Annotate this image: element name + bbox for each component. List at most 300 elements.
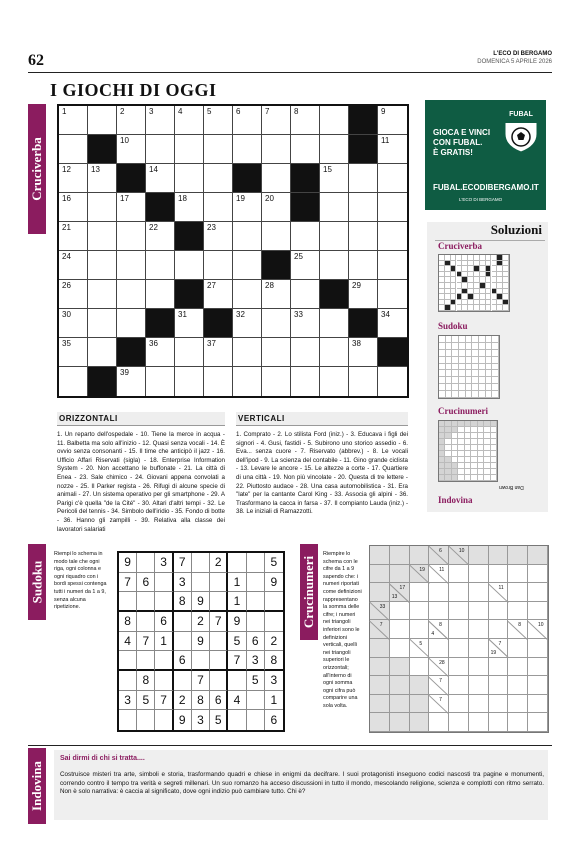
sudoku-cell: 1	[228, 573, 246, 593]
sudoku-cell[interactable]	[210, 651, 228, 671]
sudoku-cell[interactable]	[210, 632, 228, 652]
crossword-clue-number: 37	[207, 339, 216, 348]
crossword-cell[interactable]	[117, 309, 146, 338]
crucinumeri-sum-label: 17	[399, 585, 406, 592]
crossword-cell[interactable]	[378, 280, 407, 309]
solution-sudoku-cell	[492, 391, 499, 398]
sudoku-cell[interactable]	[155, 651, 173, 671]
crossword-cell[interactable]	[320, 251, 349, 280]
crucinumeri-cell[interactable]	[449, 676, 469, 695]
crossword-cell[interactable]	[349, 251, 378, 280]
sudoku-cell[interactable]	[247, 573, 265, 593]
sudoku-cell: 3	[247, 651, 265, 671]
sudoku-cell: 6	[137, 573, 155, 593]
crucinumeri-cell[interactable]	[449, 583, 469, 602]
crossword-cell[interactable]	[262, 222, 291, 251]
crossword-cell[interactable]	[262, 367, 291, 396]
sudoku-cell: 1	[155, 632, 173, 652]
crossword-cell[interactable]	[378, 135, 407, 164]
crossword-cell[interactable]	[88, 309, 117, 338]
crossword-cell[interactable]	[320, 367, 349, 396]
crossword-cell[interactable]	[146, 222, 175, 251]
crossword-cell[interactable]	[233, 135, 262, 164]
sudoku-cell[interactable]	[155, 671, 173, 691]
solution-sudoku-cell	[486, 370, 493, 377]
crossword-cell[interactable]	[59, 280, 88, 309]
solution-sudoku-cell	[446, 377, 453, 384]
crossword-cell[interactable]	[378, 251, 407, 280]
crucinumeri-cell[interactable]	[429, 583, 449, 602]
crucinumeri-cell[interactable]	[469, 639, 489, 658]
crossword-clue-number: 14	[149, 165, 158, 174]
crossword-clue-number: 36	[149, 339, 158, 348]
crossword-cell[interactable]	[59, 164, 88, 193]
crossword-cell[interactable]	[204, 280, 233, 309]
sudoku-cell[interactable]	[192, 553, 210, 573]
solution-sudoku-cell	[486, 343, 493, 350]
crucinumeri-block	[410, 713, 430, 732]
crucinumeri-cell[interactable]	[469, 713, 489, 732]
crossword-cell[interactable]	[146, 338, 175, 367]
crossword-cell[interactable]	[262, 135, 291, 164]
crucinumeri-cell[interactable]	[469, 583, 489, 602]
crossword-cell[interactable]	[291, 338, 320, 367]
crucinumeri-block	[370, 695, 390, 714]
crucinumeri-cell[interactable]	[489, 602, 509, 621]
crossword-block	[320, 280, 349, 309]
crossword-cell[interactable]	[233, 251, 262, 280]
sudoku-cell[interactable]	[155, 710, 173, 730]
crucinumeri-block	[390, 546, 410, 565]
solution-sudoku-cell	[479, 343, 486, 350]
crossword-cell[interactable]	[204, 164, 233, 193]
crossword-cell[interactable]	[233, 193, 262, 222]
solutions-panel	[427, 222, 548, 512]
sudoku-cell[interactable]	[137, 553, 155, 573]
solution-sudoku-cell	[486, 391, 493, 398]
sudoku-cell[interactable]	[137, 651, 155, 671]
solution-sudoku-cell	[466, 343, 473, 350]
crucinumeri-block	[410, 676, 430, 695]
crossword-cell[interactable]	[117, 367, 146, 396]
sudoku-cell[interactable]	[192, 651, 210, 671]
sudoku-cell[interactable]	[192, 573, 210, 593]
crossword-cell[interactable]	[175, 193, 204, 222]
crossword-cell[interactable]	[175, 106, 204, 135]
solution-sudoku-cell	[439, 391, 446, 398]
crossword-cell[interactable]	[262, 338, 291, 367]
crossword-cell[interactable]	[378, 367, 407, 396]
crucinumeri-cell[interactable]	[508, 639, 528, 658]
crossword-clue-number: 3	[149, 107, 154, 116]
sudoku-cell[interactable]	[265, 592, 283, 612]
solution-sudoku-mini	[438, 335, 500, 399]
publication-header	[477, 50, 552, 66]
crucinumeri-block	[390, 713, 410, 732]
crossword-block	[88, 135, 117, 164]
sudoku-cell[interactable]	[228, 710, 246, 730]
solution-sudoku-cell	[479, 336, 486, 343]
solution-sudoku-cell	[492, 357, 499, 364]
solution-sudoku-cell	[446, 391, 453, 398]
sudoku-cell[interactable]	[247, 612, 265, 632]
crucinumeri-instructions: Riempire lo schema con le cifre da 1 a 9 sapendo che: i numeri riportati come definizioni rappresentano la somma delle cifre; i numeri nei triangoli inferiori sono le definizioni verticali, quelli nei triangoli superiori le orizzontali; all'interno di ogni somma ogni cifra può comparire una sola volta.	[323, 551, 362, 709]
crucinumeri-cell[interactable]	[410, 658, 430, 677]
crossword-cell[interactable]	[88, 280, 117, 309]
crossword-cell[interactable]	[88, 164, 117, 193]
crossword-cell[interactable]	[117, 280, 146, 309]
sudoku-cell[interactable]	[137, 710, 155, 730]
across-clues	[57, 412, 225, 534]
header-rule	[28, 72, 552, 73]
crucinumeri-block	[469, 546, 489, 565]
crossword-cell[interactable]	[262, 106, 291, 135]
crossword-cell[interactable]	[378, 193, 407, 222]
page-number: 62	[28, 52, 44, 69]
crossword-cell[interactable]	[146, 106, 175, 135]
crucinumeri-cell[interactable]	[449, 620, 469, 639]
crossword-cell[interactable]	[204, 251, 233, 280]
crossword-clue-number: 13	[91, 165, 100, 174]
sudoku-cell[interactable]	[210, 573, 228, 593]
sudoku-cell[interactable]	[174, 612, 192, 632]
crucinumeri-block	[370, 565, 390, 584]
crucinumeri-cell[interactable]	[489, 565, 509, 584]
crossword-cell[interactable]	[349, 222, 378, 251]
crossword-cell[interactable]	[175, 367, 204, 396]
crossword-cell[interactable]	[349, 367, 378, 396]
crossword-cell[interactable]	[204, 367, 233, 396]
crucinumeri-cell[interactable]	[469, 695, 489, 714]
sudoku-cell: 1	[228, 592, 246, 612]
crossword-cell[interactable]	[59, 338, 88, 367]
solution-sudoku-cell	[479, 384, 486, 391]
solution-sudoku-cell	[472, 343, 479, 350]
crossword-cell[interactable]	[204, 222, 233, 251]
solution-sudoku-cell	[446, 384, 453, 391]
crucinumeri-cell[interactable]	[528, 713, 548, 732]
crucinumeri-cell[interactable]	[429, 602, 449, 621]
crucinumeri-cell[interactable]	[449, 658, 469, 677]
crucinumeri-cell[interactable]	[528, 583, 548, 602]
crossword-cell[interactable]	[378, 309, 407, 338]
crucinumeri-cell[interactable]	[390, 639, 410, 658]
crucinumeri-cell[interactable]	[469, 565, 489, 584]
crucinumeri-sum-label: 10	[458, 548, 465, 554]
solution-sudoku-cell	[472, 384, 479, 391]
solution-sudoku-cell	[459, 384, 466, 391]
crucinumeri-cell[interactable]	[508, 565, 528, 584]
crossword-clue-number: 27	[207, 281, 216, 290]
sudoku-cell: 8	[137, 671, 155, 691]
crossword-cell[interactable]	[262, 193, 291, 222]
crossword-cell[interactable]	[291, 367, 320, 396]
advert-slogan: GIOCA E VINCI CON FUBAL. È GRATIS!	[433, 128, 491, 157]
crossword-cell[interactable]	[320, 309, 349, 338]
crucinumeri-sum-label: 7	[498, 641, 502, 647]
sudoku-cell[interactable]	[119, 671, 137, 691]
crossword-cell[interactable]	[117, 222, 146, 251]
indovina-rule	[28, 745, 552, 746]
crossword-clue-number: 24	[62, 252, 71, 261]
sudoku-cell: 2	[192, 612, 210, 632]
sudoku-cell[interactable]	[119, 592, 137, 612]
crossword-block	[378, 338, 407, 367]
crucinumeri-cell[interactable]	[528, 602, 548, 621]
crossword-cell[interactable]	[233, 222, 262, 251]
crucinumeri-sum-label: 7	[439, 696, 442, 703]
solution-sudoku-cell	[486, 350, 493, 357]
crucinumeri-cell[interactable]	[410, 583, 430, 602]
solution-sudoku-cell	[492, 343, 499, 350]
crossword-cell[interactable]	[262, 309, 291, 338]
crucinumeri-cell[interactable]	[528, 676, 548, 695]
solution-sudoku-cell	[486, 364, 493, 371]
solution-sudoku-cell	[452, 350, 459, 357]
solution-sudoku-cell	[492, 384, 499, 391]
crossword-cell[interactable]	[88, 193, 117, 222]
sudoku-cell[interactable]	[247, 553, 265, 573]
sudoku-cell: 9	[265, 573, 283, 593]
crossword-cell[interactable]	[349, 338, 378, 367]
crossword-cell[interactable]	[233, 367, 262, 396]
crucinumeri-cell[interactable]	[489, 713, 509, 732]
crucinumeri-cell[interactable]	[390, 602, 410, 621]
crossword-cell[interactable]	[175, 338, 204, 367]
sudoku-cell[interactable]	[155, 592, 173, 612]
crossword-cell[interactable]	[117, 251, 146, 280]
crossword-cell[interactable]	[320, 193, 349, 222]
crossword-cell[interactable]	[291, 280, 320, 309]
crucinumeri-cell[interactable]	[449, 565, 469, 584]
sudoku-cell[interactable]	[119, 710, 137, 730]
crucinumeri-cell[interactable]	[469, 602, 489, 621]
crossword-cell[interactable]	[146, 280, 175, 309]
publication-name: L'ECO DI BERGAMO	[493, 51, 552, 57]
crossword-cell[interactable]	[262, 164, 291, 193]
sudoku-cell[interactable]	[247, 691, 265, 711]
crucinumeri-cell[interactable]	[508, 713, 528, 732]
crossword-cell[interactable]	[262, 280, 291, 309]
sudoku-cell[interactable]	[265, 612, 283, 632]
sudoku-cell[interactable]	[210, 671, 228, 691]
crucinumeri-cell[interactable]	[508, 695, 528, 714]
crucinumeri-block	[528, 546, 548, 565]
crossword-cell[interactable]	[291, 251, 320, 280]
sudoku-cell[interactable]	[247, 592, 265, 612]
crucinumeri-cell[interactable]	[508, 583, 528, 602]
crossword-clue-number: 1	[62, 107, 67, 116]
crossword-cell[interactable]	[233, 338, 262, 367]
crossword-cell[interactable]	[59, 222, 88, 251]
crucinumeri-cell[interactable]	[528, 639, 548, 658]
crossword-clue-number: 12	[62, 165, 71, 174]
crossword-cell[interactable]	[146, 135, 175, 164]
crossword-cell[interactable]	[88, 338, 117, 367]
down-clues	[236, 412, 408, 517]
crossword-cell[interactable]	[233, 280, 262, 309]
sudoku-cell[interactable]	[137, 592, 155, 612]
crossword-clue-number: 6	[236, 107, 241, 116]
sudoku-cell[interactable]	[174, 632, 192, 652]
sudoku-cell: 6	[247, 632, 265, 652]
crucinumeri-cell[interactable]	[449, 695, 469, 714]
crossword-clue-number: 20	[265, 194, 274, 203]
crucinumeri-sum-label: 5	[419, 641, 423, 647]
crossword-cell[interactable]	[146, 164, 175, 193]
sudoku-cell[interactable]	[228, 553, 246, 573]
crossword-block	[146, 193, 175, 222]
crossword-cell[interactable]	[59, 106, 88, 135]
solution-sudoku-cell	[459, 357, 466, 364]
sudoku-cell[interactable]	[119, 651, 137, 671]
crossword-clue-number: 8	[294, 107, 299, 116]
sudoku-cell[interactable]	[210, 592, 228, 612]
crucinumeri-cell[interactable]	[429, 713, 449, 732]
crossword-cell[interactable]	[378, 222, 407, 251]
crossword-cell[interactable]	[291, 309, 320, 338]
crossword-clue-number: 35	[62, 339, 71, 348]
crossword-cell[interactable]	[378, 164, 407, 193]
solution-sudoku-cell	[439, 343, 446, 350]
crossword-cell[interactable]	[204, 106, 233, 135]
crucinumeri-cell[interactable]	[508, 602, 528, 621]
crucinumeri-grid[interactable]	[369, 545, 549, 733]
crucinumeri-cell[interactable]	[469, 658, 489, 677]
crucinumeri-cell[interactable]	[508, 676, 528, 695]
crossword-clue-number: 21	[62, 223, 71, 232]
sudoku-cell[interactable]	[137, 612, 155, 632]
crossword-cell[interactable]	[320, 135, 349, 164]
crossword-cell[interactable]	[349, 193, 378, 222]
crossword-cell[interactable]	[175, 135, 204, 164]
crucinumeri-cell[interactable]	[528, 695, 548, 714]
crucinumeri-cell[interactable]	[449, 639, 469, 658]
crossword-cell[interactable]	[378, 106, 407, 135]
advert-url[interactable]: FUBAL.ECODIBERGAMO.IT	[433, 183, 539, 192]
crucinumeri-cell[interactable]	[429, 639, 449, 658]
solution-sudoku-cell	[492, 364, 499, 371]
solution-sudoku-cell	[492, 350, 499, 357]
crossword-cell[interactable]	[320, 222, 349, 251]
crossword-cell[interactable]	[59, 251, 88, 280]
crucinumeri-cell[interactable]	[410, 602, 430, 621]
fubal-advert[interactable]	[425, 100, 546, 210]
sudoku-grid[interactable]	[117, 551, 285, 732]
crucinumeri-cell[interactable]	[528, 565, 548, 584]
solutions-title: Soluzioni	[490, 222, 542, 237]
sudoku-cell[interactable]	[174, 671, 192, 691]
crucinumeri-cell[interactable]	[390, 620, 410, 639]
across-heading: ORIZZONTALI	[57, 412, 225, 426]
solution-sudoku-cell	[466, 350, 473, 357]
crucinumeri-cell[interactable]	[449, 713, 469, 732]
solution-sudoku-cell	[466, 377, 473, 384]
crossword-cell[interactable]	[175, 164, 204, 193]
sudoku-cell: 8	[265, 651, 283, 671]
crossword-cell[interactable]	[175, 309, 204, 338]
sudoku-cell[interactable]	[247, 710, 265, 730]
crossword-clue-number: 15	[323, 165, 332, 174]
solution-sudoku-cell	[492, 370, 499, 377]
advert-footer: L'ECO DI BERGAMO	[459, 197, 503, 202]
crossword-grid[interactable]	[57, 104, 409, 398]
sudoku-cell[interactable]	[155, 573, 173, 593]
crossword-cell[interactable]	[146, 367, 175, 396]
solution-sudoku-cell	[452, 364, 459, 371]
crucinumeri-cell[interactable]	[449, 602, 469, 621]
sudoku-cell[interactable]	[228, 671, 246, 691]
crucinumeri-cell[interactable]	[469, 620, 489, 639]
crucinumeri-sum-label: 8	[518, 622, 521, 629]
crossword-cell[interactable]	[320, 106, 349, 135]
crossword-cell[interactable]	[117, 135, 146, 164]
crossword-cell[interactable]	[88, 251, 117, 280]
crucinumeri-cell[interactable]	[489, 695, 509, 714]
crossword-cell[interactable]	[59, 135, 88, 164]
crucinumeri-cell[interactable]	[469, 676, 489, 695]
crossword-cell[interactable]	[204, 135, 233, 164]
crossword-cell[interactable]	[349, 164, 378, 193]
solution-sudoku-cell	[472, 350, 479, 357]
crucinumeri-cell[interactable]	[508, 658, 528, 677]
crossword-cell[interactable]	[146, 251, 175, 280]
solution-crossword-mini	[438, 254, 510, 312]
sudoku-cell: 3	[155, 553, 173, 573]
crossword-cell[interactable]	[59, 309, 88, 338]
crucinumeri-cell[interactable]	[489, 620, 509, 639]
crucinumeri-cell[interactable]	[489, 676, 509, 695]
crucinumeri-cell[interactable]	[410, 620, 430, 639]
crossword-cell[interactable]	[59, 367, 88, 396]
crossword-cell[interactable]	[349, 280, 378, 309]
crossword-clue-number: 32	[236, 310, 245, 319]
sudoku-cell: 3	[265, 671, 283, 691]
crossword-cell[interactable]	[175, 251, 204, 280]
crucinumeri-block	[489, 546, 509, 565]
crossword-cell[interactable]	[117, 193, 146, 222]
crossword-cell[interactable]	[88, 106, 117, 135]
crossword-cell[interactable]	[291, 106, 320, 135]
crossword-cell[interactable]	[233, 309, 262, 338]
crossword-cell[interactable]	[204, 193, 233, 222]
solution-sudoku-cell	[466, 370, 473, 377]
crossword-cell[interactable]	[117, 106, 146, 135]
crossword-cell[interactable]	[320, 164, 349, 193]
crossword-cell[interactable]	[88, 222, 117, 251]
solution-crucinumeri-mini	[438, 420, 498, 482]
across-text: 1. Un reparto dell'ospedale - 10. Tiene la merce in acqua - 11. Balbetta ma solo all'inizio - 12. Quasi senza vocali - 14. È ovvio senza consonanti - 15. Il time che anticipò il jazz - 16. Ufficio Affari Riservati (sigla) - 18. Enterprise Information System - 20. Non accettano le buffonate - 21. La città di Enea - 23. Sale chimico - 24. Giovani appena convolati a nozze - 25. Il Parker regista - 26. Rifugi di alcune specie di animali - 27. Un sistema operativo per gli smartphone - 29. A Parigi c'è quella "de la Cité" - 30. Altari d'altri tempi - 32. Le Pericoli del tennis - 34. Simbolo dell'iridio - 35. Fondo di botte - 36. Hanno gli zampilli - 39. Relativa alla classe dei lavoratori salariati	[57, 431, 225, 533]
crossword-cell[interactable]	[204, 338, 233, 367]
crossword-cell[interactable]	[59, 193, 88, 222]
solution-crossword-cell	[503, 305, 509, 311]
sudoku-cell: 5	[210, 710, 228, 730]
crucinumeri-sum-label: 13	[391, 593, 398, 600]
sudoku-cell: 1	[265, 691, 283, 711]
crucinumeri-block	[370, 713, 390, 732]
crucinumeri-cell[interactable]	[489, 658, 509, 677]
crossword-block	[291, 164, 320, 193]
crossword-cell[interactable]	[320, 338, 349, 367]
crucinumeri-block	[370, 639, 390, 658]
crucinumeri-cell[interactable]	[528, 658, 548, 677]
crossword-cell[interactable]	[233, 106, 262, 135]
crossword-clue-number: 7	[265, 107, 270, 116]
solution-sudoku-cell	[459, 377, 466, 384]
crossword-cell[interactable]	[291, 135, 320, 164]
crossword-block	[175, 222, 204, 251]
crossword-cell[interactable]	[291, 222, 320, 251]
